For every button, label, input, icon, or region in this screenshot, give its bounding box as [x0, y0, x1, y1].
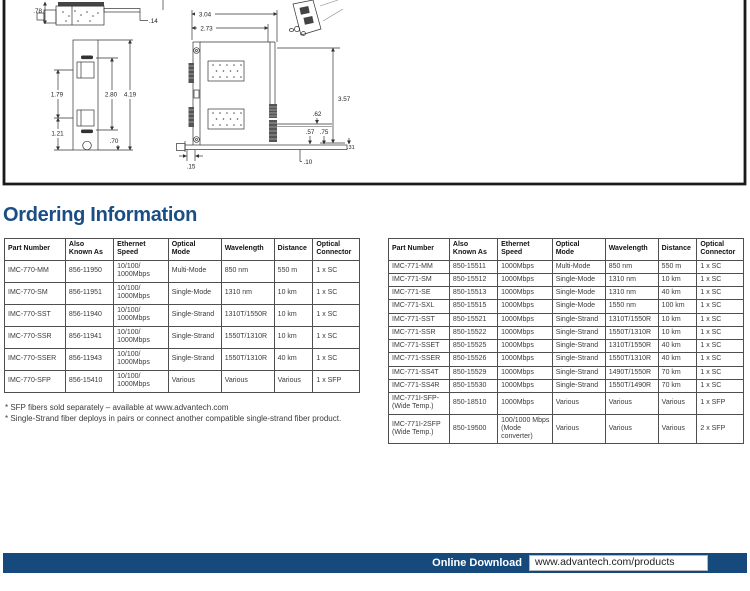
- table-cell: 1000Mbps: [498, 326, 553, 339]
- table-cell: IMC-771-SS4R: [389, 379, 450, 392]
- table-cell: 10 km: [274, 282, 313, 304]
- table-cell: 1 x SC: [313, 260, 360, 282]
- isometric-module-view: [289, 0, 343, 36]
- table-cell: 850-15513: [449, 287, 497, 300]
- dim-label: .75: [319, 129, 329, 136]
- table-row: [389, 366, 744, 379]
- table-row: [389, 393, 744, 415]
- footnotes: [5, 402, 341, 424]
- table-cell: Multi-Mode: [168, 260, 221, 282]
- table-cell: 70 km: [658, 379, 697, 392]
- table-cell: 10/100/ 1000Mbps: [114, 304, 169, 326]
- table-cell: Various: [552, 414, 605, 444]
- table-cell: 1550T/1310R: [221, 348, 274, 370]
- table-cell: 1490T/1550R: [605, 366, 658, 379]
- table-cell: 850-15526: [449, 353, 497, 366]
- table-row: [389, 353, 744, 366]
- table-cell: 850-15515: [449, 300, 497, 313]
- table-cell: Single-Strand: [552, 353, 605, 366]
- table-cell: 1 x SC: [697, 260, 744, 273]
- table-cell: 2 x SFP: [697, 414, 744, 444]
- table-row: [5, 282, 360, 304]
- table-cell: IMC-770-SSER: [5, 348, 66, 370]
- column-header: Also Known As: [65, 239, 113, 261]
- table-cell: 1310T/1550R: [221, 304, 274, 326]
- table-cell: Various: [552, 393, 605, 415]
- table-cell: Various: [658, 414, 697, 444]
- table-cell: 10/100/ 1000Mbps: [114, 348, 169, 370]
- table-cell: 40 km: [274, 348, 313, 370]
- column-header: Ethernet Speed: [498, 239, 553, 261]
- table-cell: 1000Mbps: [498, 313, 553, 326]
- table-cell: Single-Mode: [552, 287, 605, 300]
- table-cell: 1 x SC: [697, 340, 744, 353]
- table-row: [389, 300, 744, 313]
- table-row: [389, 287, 744, 300]
- card-side-profile-view: [177, 10, 350, 162]
- table-cell: Various: [274, 370, 313, 392]
- dim-label: .10: [303, 159, 313, 166]
- table-cell: 850-15522: [449, 326, 497, 339]
- table-cell: 550 m: [658, 260, 697, 273]
- table-cell: 1 x SC: [697, 287, 744, 300]
- imc-771-ordering-table: [388, 238, 744, 444]
- table-cell: 856-11941: [65, 326, 113, 348]
- header-row: [5, 239, 360, 261]
- column-header: Distance: [658, 239, 697, 261]
- column-header: Optical Connector: [697, 239, 744, 261]
- table-cell: 40 km: [658, 340, 697, 353]
- table-cell: 856-11951: [65, 282, 113, 304]
- table-cell: IMC-771-SSER: [389, 353, 450, 366]
- table-cell: 100/1000 Mbps (Mode converter): [498, 414, 553, 444]
- dim-label: 3.57: [338, 96, 351, 103]
- table-cell: 1 x SC: [313, 304, 360, 326]
- table-cell: 40 km: [658, 287, 697, 300]
- table-cell: Single-Mode: [552, 300, 605, 313]
- table-cell: 1 x SC: [697, 366, 744, 379]
- table-cell: 1 x SC: [313, 282, 360, 304]
- table-cell: 1000Mbps: [498, 273, 553, 286]
- table-cell: 850-15521: [449, 313, 497, 326]
- table-cell: IMC-770-SFP: [5, 370, 66, 392]
- table-cell: 1 x SC: [697, 379, 744, 392]
- table-cell: 856-15410: [65, 370, 113, 392]
- table-row: [5, 260, 360, 282]
- table-cell: 1 x SFP: [697, 393, 744, 415]
- dim-label: .15: [186, 163, 196, 171]
- table-cell: 850-15525: [449, 340, 497, 353]
- table-cell: 550 m: [274, 260, 313, 282]
- table-cell: 1310 nm: [221, 282, 274, 304]
- table-cell: 850-19500: [449, 414, 497, 444]
- column-header: Ethernet Speed: [114, 239, 169, 261]
- column-header: Optical Mode: [168, 239, 221, 261]
- table-cell: 70 km: [658, 366, 697, 379]
- table-row: [389, 340, 744, 353]
- footnote-single-strand: * Single-Strand fiber deploys in pairs or connect another compatible single-strand fiber product.: [5, 414, 342, 423]
- table-cell: 856-11940: [65, 304, 113, 326]
- column-header: Part Number: [389, 239, 450, 261]
- table-cell: 10 km: [274, 304, 313, 326]
- table-cell: 1 x SC: [697, 273, 744, 286]
- module-side-view-top: [37, 0, 163, 25]
- column-header: Wavelength: [605, 239, 658, 261]
- table-cell: Single-Strand: [168, 304, 221, 326]
- table-row: [389, 414, 744, 444]
- table-cell: 850-18510: [449, 393, 497, 415]
- mechanical-drawing: [0, 0, 750, 190]
- footnote-sfp: * SFP fibers sold separately – available at www.advantech.com: [5, 403, 229, 412]
- table-cell: Various: [658, 393, 697, 415]
- dim-label: 2.73: [200, 25, 213, 33]
- table-cell: Various: [605, 414, 658, 444]
- table-cell: Multi-Mode: [552, 260, 605, 273]
- table-cell: Single-Mode: [552, 273, 605, 286]
- download-url-link[interactable]: www.advantech.com/products: [529, 555, 708, 571]
- table-cell: 1550T/1310R: [221, 326, 274, 348]
- table-cell: 10/100/ 1000Mbps: [114, 260, 169, 282]
- table-cell: IMC-771I-SFP- (Wide Temp.): [389, 393, 450, 415]
- dim-label: .78: [33, 8, 42, 15]
- table-cell: 1310 nm: [605, 287, 658, 300]
- table-cell: Various: [605, 393, 658, 415]
- table-row: [389, 273, 744, 286]
- dim-label: 1.21: [51, 130, 64, 138]
- table-cell: Single-Strand: [552, 313, 605, 326]
- table-cell: IMC-771-SST: [389, 313, 450, 326]
- table-cell: 1000Mbps: [498, 353, 553, 366]
- table-cell: 10 km: [658, 313, 697, 326]
- table-cell: Various: [168, 370, 221, 392]
- table-cell: 1 x SFP: [313, 370, 360, 392]
- table-row: [5, 370, 360, 392]
- table-cell: 856-11950: [65, 260, 113, 282]
- table-cell: IMC-771-SS4T: [389, 366, 450, 379]
- table-row: [5, 304, 360, 326]
- table-cell: Single-Mode: [168, 282, 221, 304]
- table-cell: 1 x SC: [697, 300, 744, 313]
- column-header: Distance: [274, 239, 313, 261]
- table-cell: 1550 nm: [605, 300, 658, 313]
- column-header: Also Known As: [449, 239, 497, 261]
- table-cell: 1000Mbps: [498, 340, 553, 353]
- table-cell: Single-Strand: [552, 366, 605, 379]
- table-cell: 1 x SC: [697, 353, 744, 366]
- table-cell: 850-15530: [449, 379, 497, 392]
- header-row: [389, 239, 744, 261]
- page-title: Ordering Information: [3, 204, 198, 226]
- footer-bar: [3, 553, 747, 573]
- table-cell: Single-Strand: [552, 340, 605, 353]
- table-cell: 10/100/ 1000Mbps: [114, 370, 169, 392]
- dim-label: 2.80: [104, 91, 118, 99]
- table-row: [389, 326, 744, 339]
- column-header: Optical Mode: [552, 239, 605, 261]
- table-cell: 100 km: [658, 300, 697, 313]
- dim-label: .70: [109, 138, 119, 145]
- mechanical-drawing-area: [0, 0, 750, 190]
- table-cell: 40 km: [658, 353, 697, 366]
- table-cell: 1550T/1310R: [605, 353, 658, 366]
- table-cell: 1550T/1310R: [605, 326, 658, 339]
- imc-770-ordering-table: [4, 238, 360, 393]
- table-cell: 10 km: [658, 273, 697, 286]
- table-row: [389, 313, 744, 326]
- table-cell: Single-Strand: [552, 379, 605, 392]
- table-cell: 1 x SC: [697, 313, 744, 326]
- table-cell: IMC-770-SM: [5, 282, 66, 304]
- table-cell: IMC-770-MM: [5, 260, 66, 282]
- dim-label: .62: [312, 111, 322, 118]
- table-cell: 850-15529: [449, 366, 497, 379]
- dim-label: 1.79: [50, 91, 64, 99]
- table-cell: 856-11943: [65, 348, 113, 370]
- table-cell: IMC-770-SSR: [5, 326, 66, 348]
- table-row: [5, 348, 360, 370]
- table-cell: 850-15511: [449, 260, 497, 273]
- table-cell: 1000Mbps: [498, 366, 553, 379]
- table-cell: 1550T/1490R: [605, 379, 658, 392]
- table-cell: 1000Mbps: [498, 393, 553, 415]
- table-cell: IMC-770-SST: [5, 304, 66, 326]
- table-cell: 1 x SC: [313, 326, 360, 348]
- table-cell: 1 x SC: [697, 326, 744, 339]
- table-cell: 850-15512: [449, 273, 497, 286]
- table-cell: 10 km: [658, 326, 697, 339]
- table-cell: 850 nm: [605, 260, 658, 273]
- table-cell: IMC-771-SXL: [389, 300, 450, 313]
- table-cell: 1000Mbps: [498, 260, 553, 273]
- table-cell: IMC-771-SM: [389, 273, 450, 286]
- table-cell: Single-Strand: [168, 326, 221, 348]
- column-header: Optical Connector: [313, 239, 360, 261]
- dim-label: .14: [149, 18, 158, 25]
- table-cell: 1000Mbps: [498, 287, 553, 300]
- table-cell: 1310T/1550R: [605, 313, 658, 326]
- table-cell: 10 km: [274, 326, 313, 348]
- table-row: [389, 260, 744, 273]
- table-cell: 850 nm: [221, 260, 274, 282]
- table-cell: 10/100/ 1000Mbps: [114, 282, 169, 304]
- table-row: [5, 326, 360, 348]
- table-cell: Single-Strand: [552, 326, 605, 339]
- table-cell: 1000Mbps: [498, 300, 553, 313]
- table-cell: IMC-771-SSR: [389, 326, 450, 339]
- table-cell: Single-Strand: [168, 348, 221, 370]
- table-cell: 1310T/1550R: [605, 340, 658, 353]
- table-cell: 1000Mbps: [498, 379, 553, 392]
- table-row: [389, 379, 744, 392]
- dim-label: .31: [347, 145, 355, 151]
- online-download-label: Online Download: [432, 557, 522, 569]
- table-cell: IMC-771-MM: [389, 260, 450, 273]
- table-cell: IMC-771I-2SFP (Wide Temp.): [389, 414, 450, 444]
- column-header: Part Number: [5, 239, 66, 261]
- column-header: Wavelength: [221, 239, 274, 261]
- table-cell: 1 x SC: [313, 348, 360, 370]
- table-cell: 1310 nm: [605, 273, 658, 286]
- table-cell: IMC-771-SSET: [389, 340, 450, 353]
- table-cell: IMC-771-SE: [389, 287, 450, 300]
- dim-label: 4.19: [123, 91, 137, 99]
- table-cell: Various: [221, 370, 274, 392]
- dim-label: 3.04: [198, 11, 212, 19]
- table-cell: 10/100/ 1000Mbps: [114, 326, 169, 348]
- dim-label: .57: [305, 129, 315, 136]
